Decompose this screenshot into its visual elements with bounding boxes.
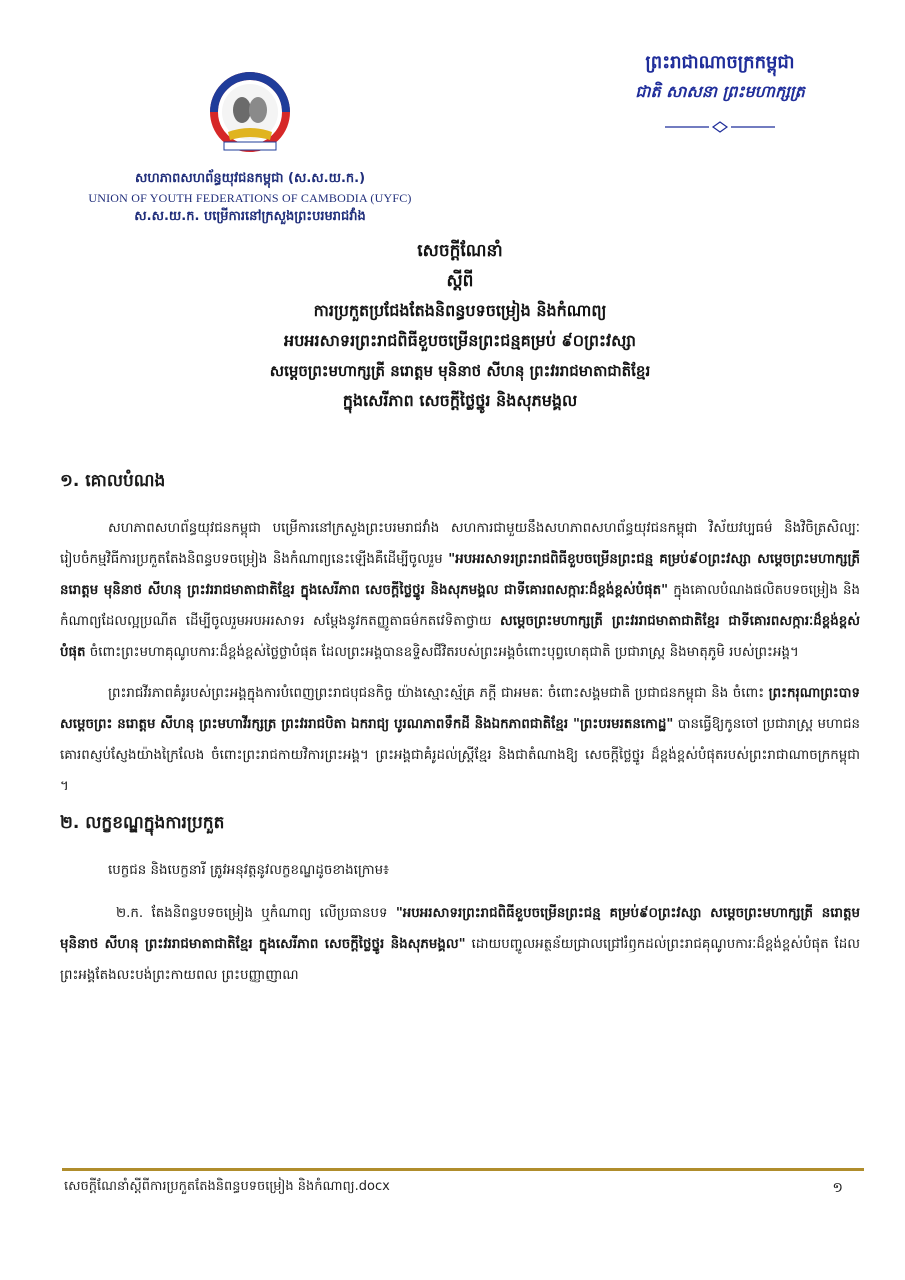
bold-text-span: ព្រះករុណាព្រះបាទសម្តេចព្រះ នរោត្តម សីហនុ ព្រះមហាវីរក្សត្រ ព្រះវររាជបិតា ឯករាជ្យ បូរណភាពទឹកដី និងឯកភាពជាតិខ្មែរ "ព្រះបរមរតនកោដ្ឋ" xyxy=(60,686,860,732)
footer-page-number: ១ xyxy=(832,1180,843,1196)
title-queen-mother: សម្តេចព្រះមហាក្សត្រី នរោត្តម មុនិនាថ សីហនុ ព្រះវររាជមាតាជាតិខ្មែរ xyxy=(269,362,651,380)
title-regarding: ស្តីពី xyxy=(446,271,474,291)
text-span: ព្រះរាជវីរភាពគំរូរបស់ព្រះអង្គក្នុងការបំពេញព្រះរាជបុជនកិច្ច យ៉ាងស្មោះស្ម័គ្រ ភក្តី ជាអមតៈ ចំពោះសង្គមជាតិ ប្រជាជនកម្ពុជា និង ចំពោះ xyxy=(108,686,769,701)
footer-divider xyxy=(62,1168,864,1171)
org-name-khmer: សហភាពសហព័ន្ធយុវជនកម្ពុជា (ស.ស.យ.ក.) xyxy=(134,171,366,186)
org-name-english: UNION OF YOUTH FEDERATIONS OF CAMBODIA (UYFC) xyxy=(88,191,412,205)
org-logo-block xyxy=(80,70,420,227)
section-1-heading: ១. គោលបំណង xyxy=(60,471,166,491)
text-span: ២.ក. តែងនិពន្ធបទចម្រៀង ឬកំណាព្យ លើប្រធានបទ xyxy=(116,906,396,921)
nation-religion-king: ជាតិ សាសនា ព្រះមហាក្សត្រ xyxy=(635,82,805,101)
bold-text-span: សម្តេចព្រះមហាក្សត្រី ព្រះវររាជមាតាជាតិខ្មែរ ជាទីគោរពសក្ការៈដ៏ខ្ពង់ខ្ពស់បំផុត xyxy=(60,614,860,660)
section-2-lead: បេក្ខជន និងបេក្ខនារី ត្រូវអនុវត្តនូវលក្ខខណ្ឌដូចខាងក្រោម៖ xyxy=(108,863,389,878)
bold-text-span: "អបអរសាទរព្រះរាជពិធីខួបចម្រើនព្រះជន្ម គម្រប់៩០ព្រះវស្សា សម្តេចព្រះមហាក្សត្រី នរោត្តម មុនិនាថ សីហនុ ព្រះវររាជមាតាជាតិខ្មែរ ក្នុងសេរីភាព សេចក្តីថ្លៃថ្នូរ និងសុភមង្គល ជាទីគោរពសក្ការៈដ៏ខ្ពង់ខ្ពស់បំផុត" xyxy=(60,552,860,598)
uyfc-logo-icon xyxy=(198,70,302,166)
org-subtitle: ស.ស.យ.ក. បម្រើការនៅក្រសួងព្រះបរមរាជវាំង xyxy=(134,209,366,224)
title-competition: ការប្រកួតប្រជែងតែងនិពន្ធបទចម្រៀង និងកំណាព្យ xyxy=(313,301,607,320)
section-1-paragraph-2 xyxy=(60,678,860,802)
text-span: ដោយបញ្ចូលអត្ថន័យជ្រាលជ្រៅរំឭកដល់ព្រះរាជគុណូបការៈដ៏ខ្ពង់ខ្ពស់បំផុត ដែលព្រះអង្គតែងលះបង់ព្រះកាយពល ព្រះបញ្ញាញាណ xyxy=(60,937,861,983)
text-span: ក្នុងគោលបំណងផលិតបទចម្រៀង និងកំណាព្យដែលល្អប្រណីត ដើម្បីចូលរួមអបអរសាទរ សម្តែងនូវកតញ្ញូតាធម៌កតវេទិតាថ្វាយ xyxy=(60,583,860,629)
text-span: បានធ្វើឱ្យកូនចៅ ប្រជារាស្ត្រ មហាជនគោរពស្ញប់ស្ញែងយ៉ាងក្រៃលែង ចំពោះព្រះរាជកាយវិការព្រះអង្គ។ ព្រះអង្គជាគំរូដល់ស្ត្រីខ្មែរ និងជាតំណាងឱ្យ សេចក្តីថ្លៃថ្នូរ ដ៏ខ្ពង់ខ្ពស់បំផុតរបស់ព្រះរាជាណាចក្រកម្ពុជា ។ xyxy=(60,717,860,794)
document-title-block xyxy=(80,236,840,416)
kingdom-title: ព្រះរាជាណាចក្រកម្ពុជា xyxy=(645,52,795,73)
section-2-heading: ២. លក្ខខណ្ឌក្នុងការប្រកួត xyxy=(60,813,225,833)
text-span: សហភាពសហព័ន្ធយុវជនកម្ពុជា បម្រើការនៅក្រសួងព្រះបរមរាជវាំង សហការជាមួយនឹងសហភាពសហព័ន្ធយុវជនកម្ពុជា វិស័យវប្បធម៌ និងវិចិត្រសិល្បៈ រៀបចំកម្មវិធីការប្រកួតតែងនិពន្ធបទចម្រៀង និងកំណាព្យនេះឡើងគឺដើម្បីចូលរួម xyxy=(60,521,860,567)
title-instruction: សេចក្តីណែនាំ xyxy=(417,241,503,261)
footer-filename: សេចក្តីណែនាំស្តីពីការប្រកួតតែងនិពន្ធបទចម្រៀង និងកំណាព្យ.docx xyxy=(64,1179,390,1194)
text-span: ចំពោះព្រះមហាគុណូបការៈដ៏ខ្ពង់ខ្ពស់ថ្លៃថ្លាបំផុត ដែលព្រះអង្គបានឧទ្ទិសជីវិតរបស់ព្រះអង្គចំពោះបុព្វហេតុជាតិ ប្រជារាស្ត្រ និងមាតុភូមិ របស់ព្រះអង្គ។ xyxy=(85,645,799,660)
section-2-item-a xyxy=(60,898,860,991)
document-body xyxy=(60,470,860,991)
title-freedom-dignity: ក្នុងសេរីភាព សេចក្តីថ្លៃថ្នូរ និងសុភមង្គល xyxy=(342,391,578,410)
section-1-paragraph-1 xyxy=(60,513,860,668)
kingdom-motto xyxy=(590,50,850,136)
title-celebration: អបអរសាទរព្រះរាជពិធីខួបចម្រើនព្រះជន្មគម្រប់ ៩០ព្រះវស្សា xyxy=(284,331,636,350)
bold-text-span: "អបអរសាទរព្រះរាជពិធីខួបចម្រើនព្រះជន្ម គម្រប់៩០ព្រះវស្សា សម្តេចព្រះមហាក្សត្រី នរោត្តម មុនិនាថ សីហនុ ព្រះវររាជមាតាជាតិខ្មែរ ក្នុងសេរីភាព សេចក្តីថ្លៃថ្នូរ និងសុភមង្គល" xyxy=(60,906,860,952)
ornament-divider-icon xyxy=(590,121,850,136)
